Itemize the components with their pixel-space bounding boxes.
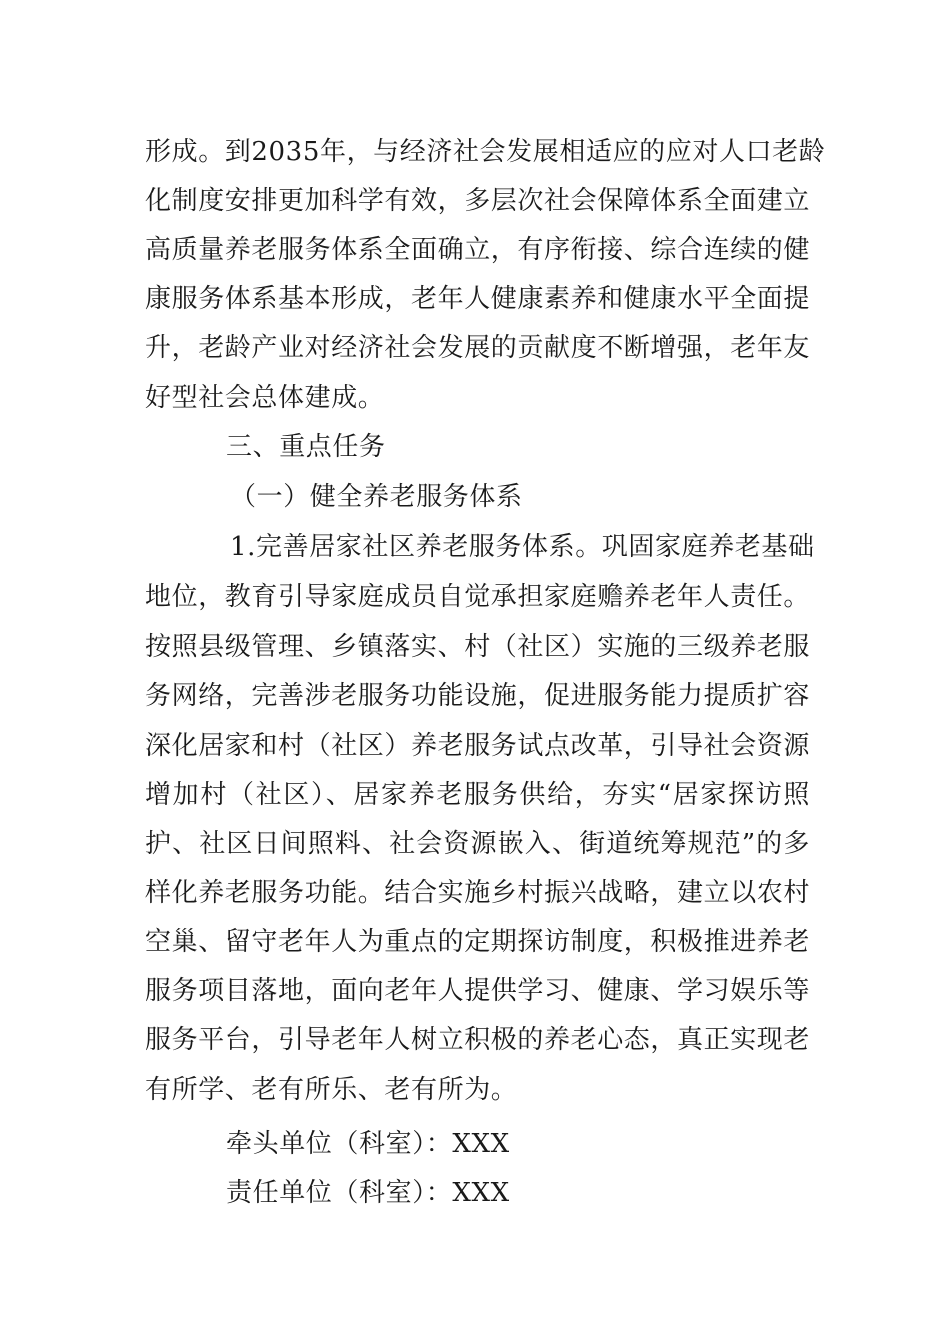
paragraph-line: 服务平台，引导老年人树立积极的养老心态，真正实现老 [145, 1025, 811, 1055]
subsection-heading: （一）健全养老服务体系 [230, 482, 523, 512]
paragraph-line: 空巢、留守老年人为重点的定期探访制度，积极推进养老 [145, 927, 811, 957]
paragraph-line: 护、社区日间照料、社会资源嵌入、街道统筹规范”的多 [145, 829, 810, 859]
paragraph-line: 好型社会总体建成。 [145, 383, 385, 413]
paragraph-line: 深化居家和村（社区）养老服务试点改革，引导社会资源 [145, 731, 811, 761]
paragraph-line: 按照县级管理、乡镇落实、村（社区）实施的三级养老服 [145, 632, 811, 662]
paragraph-line: 有所学、老有所乐、老有所为。 [145, 1075, 518, 1105]
paragraph-line: 高质量养老服务体系全面确立，有序衔接、综合连续的健 [145, 235, 811, 265]
lead-unit-line: 牵头单位（科室）：XXX [226, 1129, 510, 1159]
paragraph-line: 化制度安排更加科学有效，多层次社会保障体系全面建立 [145, 186, 811, 216]
paragraph-line: 服务项目落地，面向老年人提供学习、健康、学习娱乐等 [145, 976, 811, 1006]
paragraph-line: 形成。到2035年，与经济社会发展相适应的应对人口老龄 [145, 137, 826, 167]
paragraph-line: 样化养老服务功能。结合实施乡村振兴战略，建立以农村 [145, 878, 811, 908]
paragraph-line: 增加村（社区）、居家养老服务供给，夯实“居家探访照 [145, 780, 810, 810]
section-heading: 三、重点任务 [226, 432, 386, 462]
paragraph-line: 康服务体系基本形成，老年人健康素养和健康水平全面提 [145, 284, 811, 314]
paragraph-line: 务网络，完善涉老服务功能设施，促进服务能力提质扩容 [145, 681, 811, 711]
paragraph-line: 升，老龄产业对经济社会发展的贡献度不断增强，老年友 [145, 333, 811, 363]
paragraph-line: 地位，教育引导家庭成员自觉承担家庭赡养老年人责任。 [145, 582, 811, 612]
responsible-unit-line: 责任单位（科室）：XXX [226, 1178, 510, 1208]
paragraph-line: 1.完善居家社区养老服务体系。巩固家庭养老基础 [230, 532, 815, 562]
